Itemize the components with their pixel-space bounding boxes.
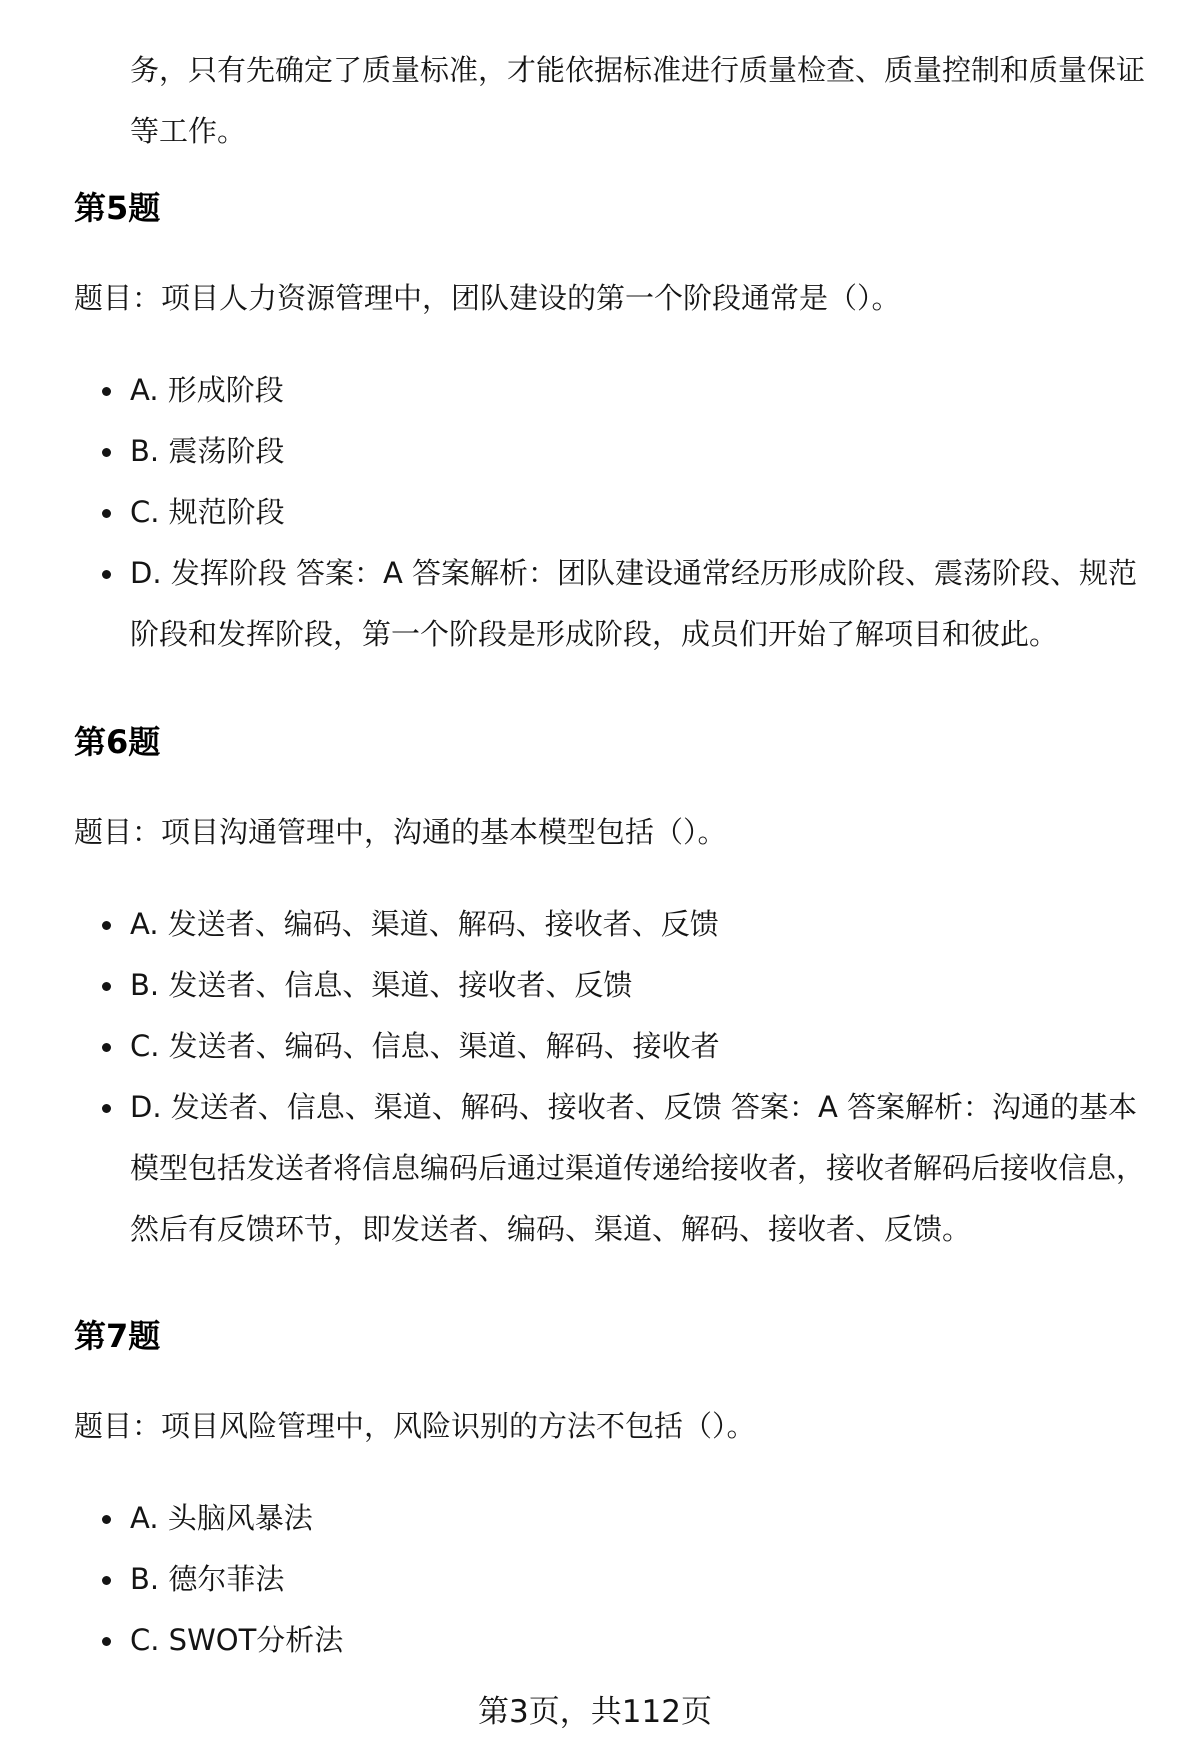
question-title: 第6题 — [74, 723, 161, 761]
option-list — [74, 1488, 1164, 1671]
question-title: 第5题 — [74, 189, 161, 227]
bullet-icon — [102, 1576, 111, 1585]
option-text: D. 发送者、信息、渠道、解码、接收者、反馈 答案：A 答案解析：沟通的基本模型包括发送者将信息编码后通过渠道传递给接收者，接收者解码后接收信息，然后有反馈环节，即发送者、编码、渠道、解码、接收者、反馈。 — [130, 1090, 1146, 1246]
option-text: C. 发送者、编码、信息、渠道、解码、接收者 — [130, 1029, 720, 1063]
option-text: A. 形成阶段 — [130, 373, 284, 407]
question-stem: 题目：项目风险管理中，风险识别的方法不包括（）。 — [74, 1409, 756, 1443]
option-item — [74, 1077, 1164, 1260]
bullet-icon — [102, 387, 111, 396]
option-item — [74, 543, 1164, 665]
option-item — [74, 1488, 1164, 1549]
option-text: D. 发挥阶段 答案：A 答案解析：团队建设通常经历形成阶段、震荡阶段、规范阶段和发挥阶段，第一个阶段是形成阶段，成员们开始了解项目和彼此。 — [130, 556, 1138, 651]
bullet-icon — [102, 1515, 111, 1524]
option-text: B. 震荡阶段 — [130, 434, 285, 468]
option-list — [74, 360, 1164, 665]
question-stem: 题目：项目沟通管理中，沟通的基本模型包括（）。 — [74, 815, 727, 849]
option-list — [74, 894, 1164, 1260]
option-text: A. 头脑风暴法 — [130, 1501, 313, 1535]
option-item — [74, 360, 1164, 421]
option-item — [74, 421, 1164, 482]
option-text: B. 发送者、信息、渠道、接收者、反馈 — [130, 968, 633, 1002]
option-item — [74, 1549, 1164, 1610]
bullet-icon — [102, 448, 111, 457]
option-item — [74, 1016, 1164, 1077]
option-item — [74, 482, 1164, 543]
option-text: B. 德尔菲法 — [130, 1562, 285, 1596]
bullet-icon — [102, 570, 111, 579]
question-stem: 题目：项目人力资源管理中，团队建设的第一个阶段通常是（）。 — [74, 281, 901, 315]
page-number-footer: 第3页，共112页 — [478, 1694, 712, 1730]
bullet-icon — [102, 509, 111, 518]
bullet-icon — [102, 1637, 111, 1646]
option-item — [74, 1610, 1164, 1671]
bullet-icon — [102, 1043, 111, 1052]
option-text: C. SWOT分析法 — [130, 1623, 344, 1657]
question-5 — [74, 186, 1164, 665]
question-title: 第7题 — [74, 1317, 161, 1355]
question-6 — [74, 720, 1164, 1260]
bullet-icon — [102, 921, 111, 930]
continuation-paragraph: 务，只有先确定了质量标准，才能依据标准进行质量检查、质量控制和质量保证等工作。 — [130, 53, 1146, 148]
option-text: C. 规范阶段 — [130, 495, 285, 529]
question-7 — [74, 1314, 1164, 1671]
option-text: A. 发送者、编码、渠道、解码、接收者、反馈 — [130, 907, 719, 941]
option-item — [74, 894, 1164, 955]
bullet-icon — [102, 982, 111, 991]
option-item — [74, 955, 1164, 1016]
bullet-icon — [102, 1104, 111, 1113]
